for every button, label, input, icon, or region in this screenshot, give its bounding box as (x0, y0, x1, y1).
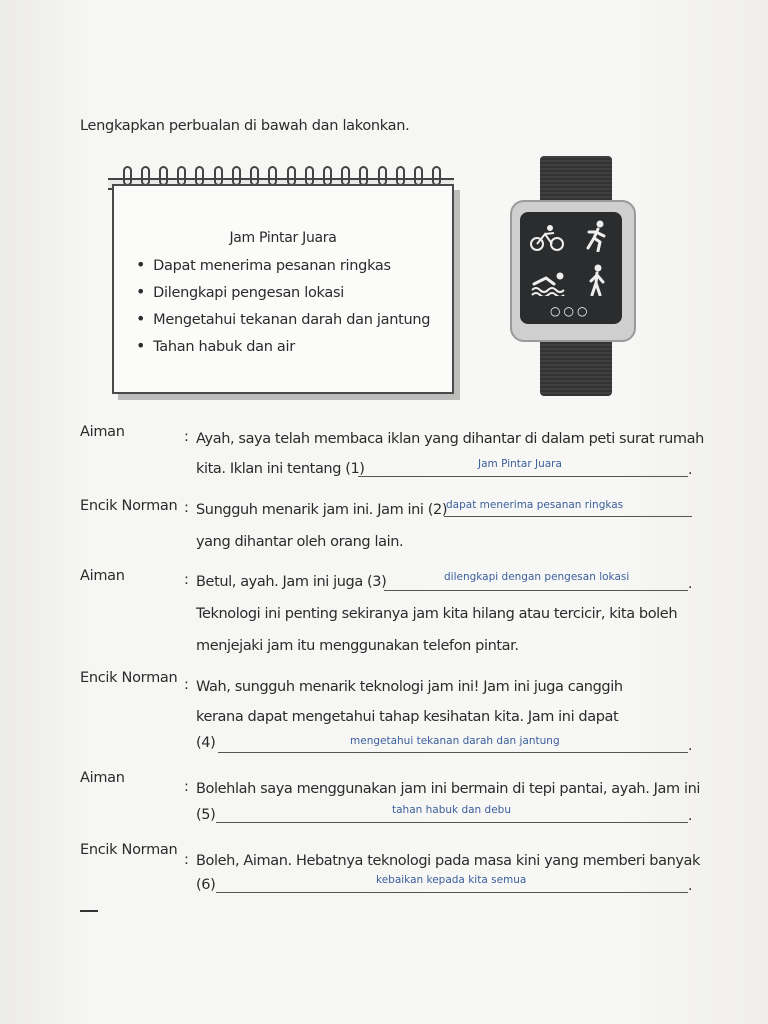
dialogue-line: (4) (196, 735, 216, 751)
ring (141, 166, 150, 186)
ring (177, 166, 186, 186)
advert-feature: • Mengetahui tekanan darah dan jantung (136, 306, 430, 333)
advert-feature: • Dilengkapi pengesan lokasi (136, 279, 430, 306)
ring (378, 166, 387, 186)
colon: : (184, 572, 189, 588)
dialogue-line: (5) (196, 807, 216, 823)
dialogue-line: menjejaki jam itu menggunakan telefon pintar. (196, 638, 519, 654)
period: . (688, 878, 693, 894)
ring (195, 166, 204, 186)
answer-line (216, 892, 688, 893)
ring (214, 166, 223, 186)
dialogue-line: (6) (196, 877, 216, 893)
cycling-icon (530, 224, 564, 252)
answer-2[interactable]: dapat menerima pesanan ringkas (446, 499, 624, 511)
corner-mark (80, 910, 98, 912)
dialogue-line: Boleh, Aiman. Hebatnya teknologi pada masa kini yang memberi banyak (196, 853, 701, 869)
advert-feature-list (136, 252, 430, 360)
speaker-label: Encik Norman (80, 842, 178, 858)
ring (341, 166, 350, 186)
speaker-label: Aiman (80, 424, 125, 440)
ring (432, 166, 441, 186)
answer-line (218, 752, 688, 753)
period: . (688, 576, 693, 592)
colon: : (184, 500, 189, 516)
advert-feature: • Tahan habuk dan air (136, 333, 430, 360)
watch-dots-icon: ○○○ (550, 304, 591, 318)
smartwatch-illustration (510, 156, 640, 396)
ring (359, 166, 368, 186)
speaker-label: Aiman (80, 568, 125, 584)
ring (287, 166, 296, 186)
ring (414, 166, 423, 186)
advert-notepad (112, 184, 454, 394)
ring (232, 166, 241, 186)
answer-line (216, 822, 688, 823)
colon: : (184, 429, 189, 445)
advert-title: Jam Pintar Juara (229, 230, 337, 246)
ring (159, 166, 168, 186)
dialogue-line: Wah, sungguh menarik teknologi jam ini! Jam ini juga canggih (196, 679, 623, 695)
ring (250, 166, 259, 186)
answer-line (384, 590, 688, 591)
speaker-label: Encik Norman (80, 670, 178, 686)
colon: : (184, 852, 189, 868)
ring (396, 166, 405, 186)
instruction-text: Lengkapkan perbualan di bawah dan lakonkan. (80, 118, 410, 134)
answer-4[interactable]: mengetahui tekanan darah dan jantung (350, 735, 560, 747)
ring (323, 166, 332, 186)
colon: : (184, 677, 189, 693)
answer-1[interactable]: Jam Pintar Juara (478, 458, 562, 470)
running-icon (584, 220, 610, 252)
period: . (688, 462, 693, 478)
advert-feature: • Dapat menerima pesanan ringkas (136, 252, 430, 279)
colon: : (184, 779, 189, 795)
answer-6[interactable]: kebaikan kepada kita semua (376, 874, 527, 886)
watch-strap-bottom (540, 334, 612, 396)
ring (305, 166, 314, 186)
period: . (688, 808, 693, 824)
speaker-label: Encik Norman (80, 498, 178, 514)
swimming-icon (530, 270, 568, 296)
dialogue-line: kerana dapat mengetahui tahap kesihatan kita. Jam ini dapat (196, 709, 619, 725)
answer-line (444, 516, 692, 517)
answer-3[interactable]: dilengkapi dengan pengesan lokasi (444, 571, 630, 583)
dialogue-line: Teknologi ini penting sekiranya jam kita hilang atau tercicir, kita boleh (196, 606, 678, 622)
dialogue-line: Ayah, saya telah membaca iklan yang dihantar di dalam peti surat rumah (196, 431, 704, 447)
dialogue-line: kita. Iklan ini tentang (1) (196, 461, 365, 477)
ring (268, 166, 277, 186)
answer-line (358, 476, 688, 477)
dialogue-line: Sungguh menarik jam ini. Jam ini (2) (196, 502, 448, 518)
watch-screen (520, 212, 622, 324)
ring (123, 166, 132, 186)
watch-case (510, 200, 636, 342)
walking-icon (586, 264, 608, 296)
dialogue-line: Bolehlah saya menggunakan jam ini bermain di tepi pantai, ayah. Jam ini (196, 781, 700, 797)
dialogue-line: yang dihantar oleh orang lain. (196, 534, 404, 550)
speaker-label: Aiman (80, 770, 125, 786)
dialogue-line: Betul, ayah. Jam ini juga (3) (196, 574, 387, 590)
period: . (688, 738, 693, 754)
answer-5[interactable]: tahan habuk dan debu (392, 804, 511, 816)
